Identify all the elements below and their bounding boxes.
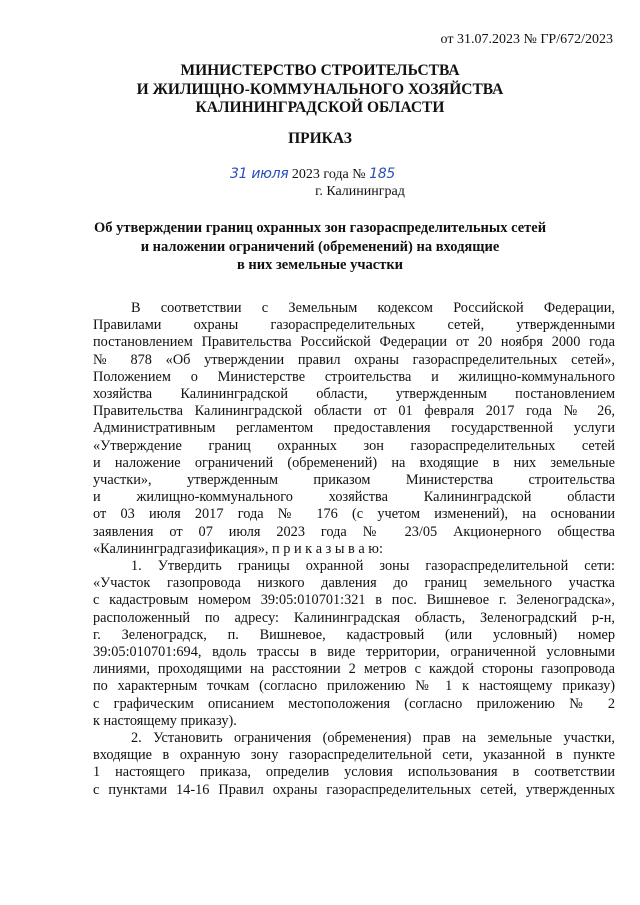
year-text: 2023 года № <box>291 167 366 182</box>
body-line: участки», утвержденным приказом Министерства строительства <box>93 472 615 489</box>
body-line: Положением о Министерстве строительства и жилищно-коммунального <box>93 368 615 385</box>
body-line: заявления от 07 июля 2023 года № 23/05 Акционерного общества <box>93 523 615 540</box>
body-line: 39:05:010701:694, вдоль трассы в виде территории, ограниченной условными <box>93 644 615 661</box>
ministry-header <box>0 62 640 118</box>
body-line: постановлением Правительства Российской Федерации от 20 ноября 2000 года <box>93 334 615 351</box>
body-line: расположенный по адресу: Калининградская область, Зеленоградский р-н, <box>93 609 615 626</box>
ministry-line-2: И ЖИЛИЩНО-КОММУНАЛЬНОГО ХОЗЯЙСТВА <box>136 80 504 98</box>
ministry-line-1: МИНИСТЕРСТВО СТРОИТЕЛЬСТВА <box>180 62 460 79</box>
registration-number: от 31.07.2023 № ГР/672/2023 <box>440 32 613 47</box>
subject-title <box>0 219 640 275</box>
handwritten-number: 185 <box>369 166 395 182</box>
body-line: «Утверждение границ охранных зон газораспределительных сетей <box>93 437 615 454</box>
body-line: и жилищно-коммунального хозяйства Калининградской области <box>93 489 615 506</box>
ministry-line-3: КАЛИНИНГРАДСКОЙ ОБЛАСТИ <box>195 99 445 116</box>
handwritten-date: 31 июля <box>230 166 289 182</box>
body-line: с кадастровым номером 39:05:010701:321 в пос. Вишневое г. Зеленоградска», <box>93 592 615 609</box>
document-type-title: ПРИКАЗ <box>288 130 352 147</box>
body-line: входящие в охранную зону газораспределительной сети, указанной в пункте <box>93 747 615 764</box>
body-line: 1. Утвердить границы охранной зоны газораспределительной сети: <box>131 558 615 575</box>
body-line: В соответствии с Земельным кодексом Российской Федерации, <box>131 300 615 316</box>
body-line: линиями, проходящими на расстоянии 2 метров с каждой стороны газопровода <box>93 661 615 678</box>
date-line <box>230 165 395 184</box>
body-line: с графическим описанием местоположения (согласно приложению № 2 <box>93 695 615 712</box>
body-line: по характерным точкам (согласно приложению № 1 к настоящему приказу) <box>93 678 615 695</box>
body-line: «Калининградгазификация», п р и к а з ы в а ю: <box>93 540 383 557</box>
subject-line-1: Об утверждении границ охранных зон газораспределительных сетей <box>93 220 547 236</box>
body-line: «Участок газопровода низкого давления до границ земельного участка <box>93 575 615 592</box>
city: г. Калининград <box>315 184 405 199</box>
body-line: хозяйства Калининградской области, утвержденным постановлением <box>93 386 615 403</box>
body-line: Административным регламентом предоставления государственной услуги <box>93 420 615 437</box>
body-line: к настоящему приказу). <box>93 712 237 729</box>
body-line: от 03 июля 2017 года № 176 (с учетом изменений), на основании <box>93 506 615 523</box>
subject-line-3: в них земельные участки <box>236 257 404 273</box>
body-line: № 878 «Об утверждении правил охраны газораспределительных сетей», <box>93 351 615 368</box>
document-body <box>93 300 615 799</box>
body-line: г. Зеленоградск, п. Вишневое, кадастровый (или условный) номер <box>93 626 615 643</box>
body-line: с пунктами 14-16 Правил охраны газораспределительных сетей, утвержденных <box>93 781 615 798</box>
body-line: и наложение ограничений (обременений) на входящие в них земельные <box>93 454 615 471</box>
subject-line-2: и наложении ограничений (обременений) на входящие <box>140 238 500 255</box>
body-line: Правилами охраны газораспределительных сетей, утвержденными <box>93 317 615 334</box>
body-line: 2. Установить ограничения (обременения) прав на земельные участки, <box>131 730 615 747</box>
body-line: Правительства Калининградской области от 01 февраля 2017 года № 26, <box>93 403 615 420</box>
body-line: 1 настоящего приказа, определив условия использования в соответствии <box>93 764 615 781</box>
